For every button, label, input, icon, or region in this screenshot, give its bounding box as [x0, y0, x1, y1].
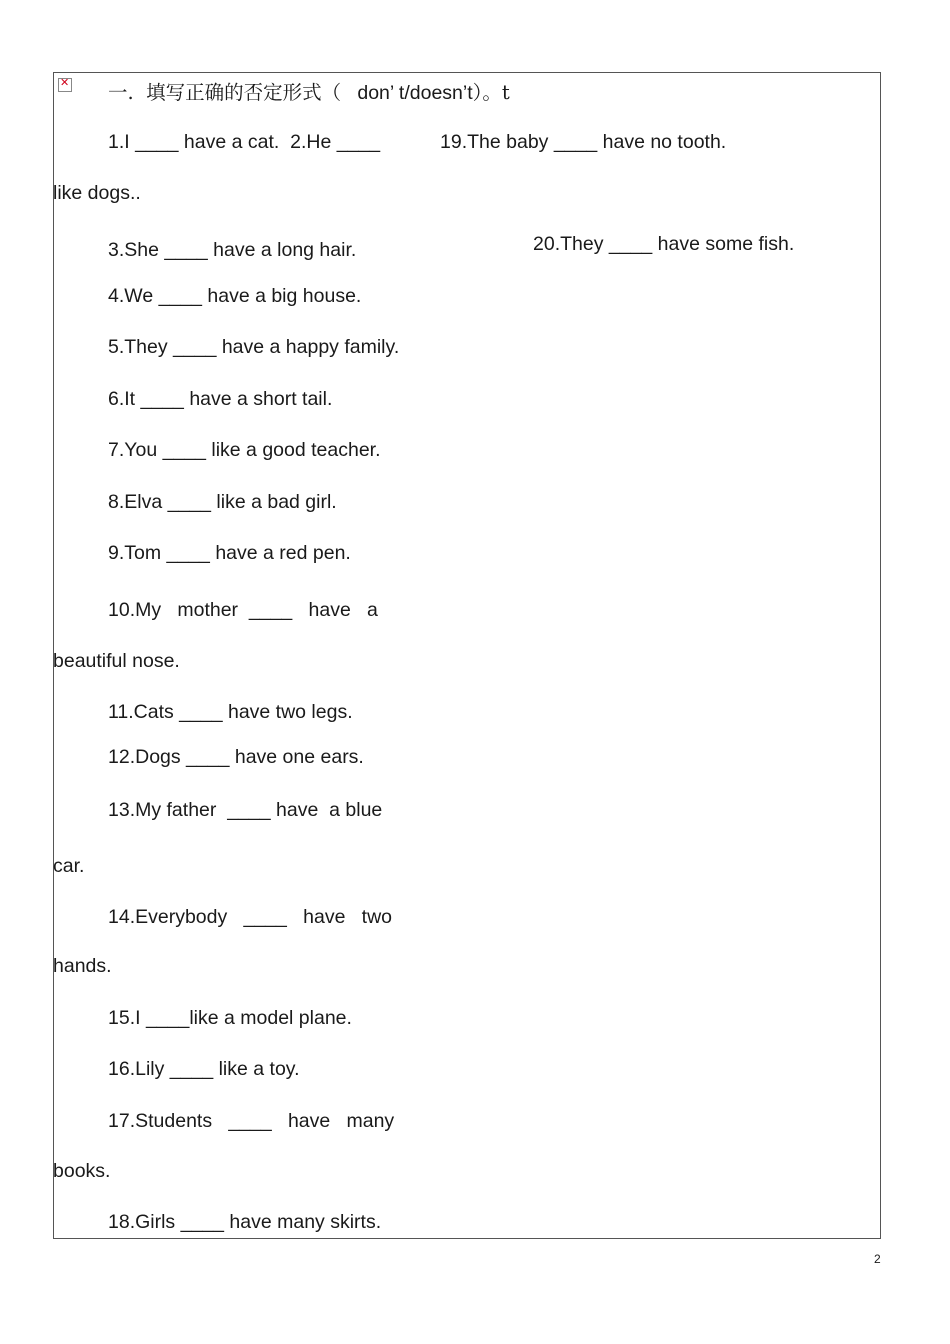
broken-image-icon	[58, 78, 72, 92]
question-3: 3.She ____ have a long hair.	[108, 239, 357, 261]
question-17-line1: 17.Students ____ have many	[108, 1110, 395, 1132]
question-18: 18.Girls ____ have many skirts.	[108, 1211, 382, 1233]
question-15: 15.I ____like a model plane.	[108, 1007, 352, 1029]
question-13-line2: car.	[53, 855, 85, 877]
question-17-line2: books.	[53, 1160, 111, 1182]
question-6: 6.It ____ have a short tail.	[108, 388, 333, 410]
question-8: 8.Elva ____ like a bad girl.	[108, 491, 337, 513]
section-heading	[108, 81, 510, 105]
question-7: 7.You ____ like a good teacher.	[108, 439, 381, 461]
heading-latin: don’ t/doesn’t	[341, 82, 473, 104]
question-4: 4.We ____ have a big house.	[108, 285, 362, 307]
question-16: 16.Lily ____ like a toy.	[108, 1058, 300, 1080]
question-2-continuation: like dogs..	[53, 182, 141, 204]
question-9: 9.Tom ____ have a red pen.	[108, 542, 351, 564]
page-number: 2	[874, 1252, 881, 1266]
question-12: 12.Dogs ____ have one ears.	[108, 746, 364, 768]
question-1-2: 1.I ____ have a cat. 2.He ____	[108, 131, 381, 153]
heading-end: ）。t	[472, 81, 510, 104]
question-14-line1: 14.Everybody ____ have two	[108, 906, 393, 928]
question-14-line2: hands.	[53, 955, 112, 977]
question-13-line1: 13.My father ____ have a blue	[108, 799, 383, 821]
question-20: 20.They ____ have some fish.	[533, 233, 795, 255]
question-19: 19.The baby ____ have no tooth.	[440, 131, 727, 153]
question-10-line1: 10.My mother ____ have a	[108, 599, 378, 621]
question-10-line2: beautiful nose.	[53, 650, 180, 672]
heading-cn: 一. 填写正确的否定形式（	[108, 81, 342, 104]
question-11: 11.Cats ____ have two legs.	[108, 701, 353, 723]
question-5: 5.They ____ have a happy family.	[108, 336, 400, 358]
